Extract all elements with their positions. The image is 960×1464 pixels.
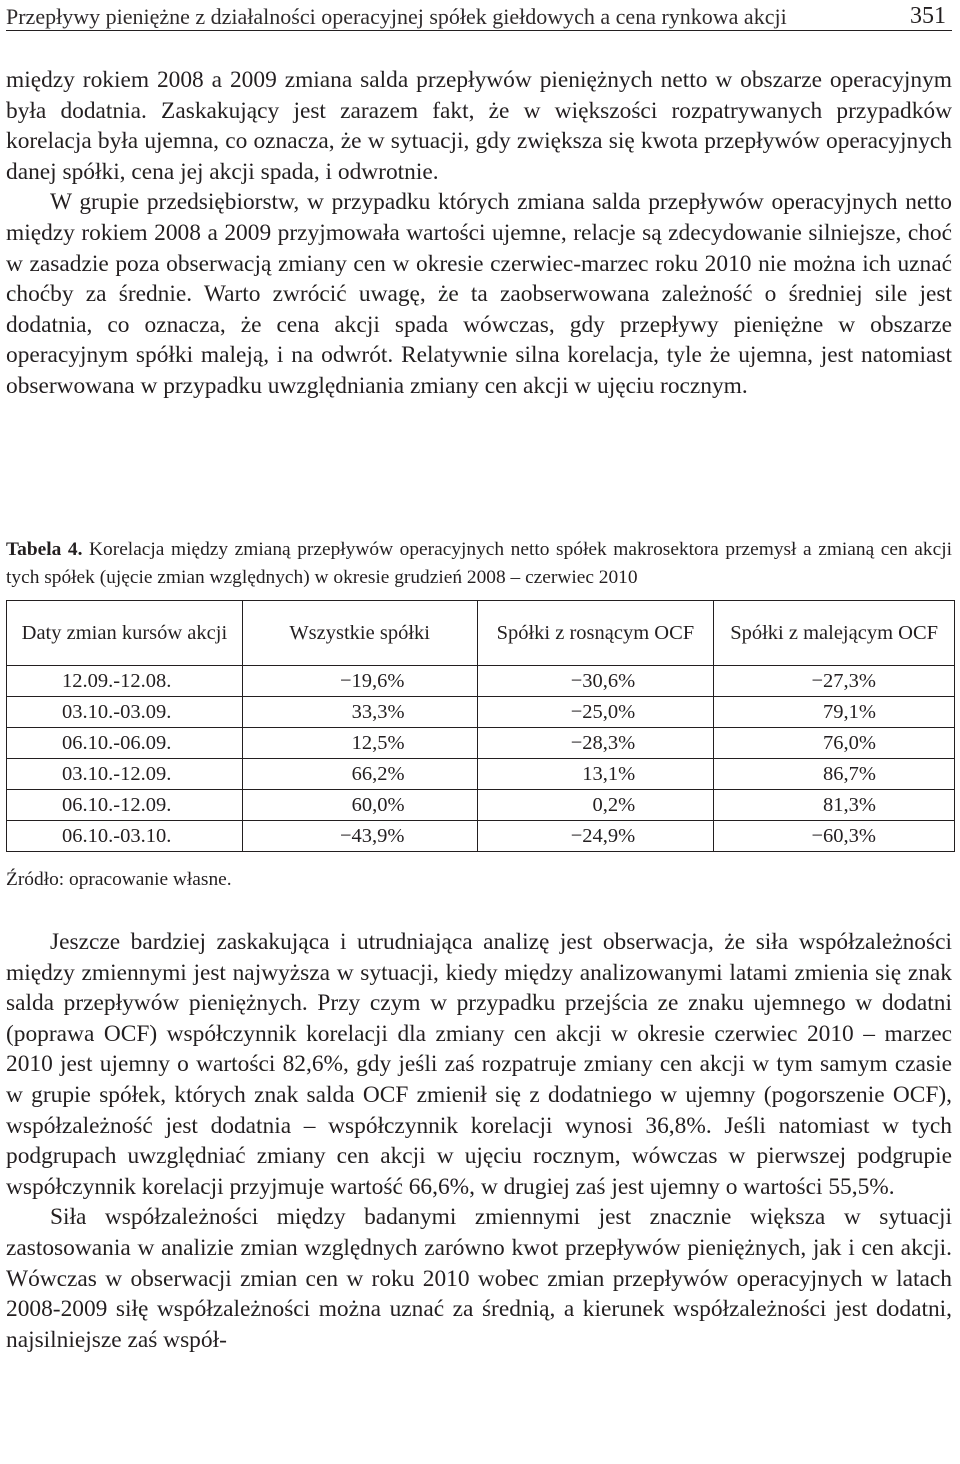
- table-cell: 12.09.-12.08.: [7, 666, 243, 697]
- table-row: [7, 666, 955, 697]
- column-header: Spółki z malejącym OCF: [714, 601, 955, 666]
- table-cell: 03.10.-03.09.: [7, 697, 243, 728]
- table-row: [7, 790, 955, 821]
- page-number: 351: [910, 3, 946, 29]
- table-cell: 60,0%: [242, 790, 477, 821]
- table-row: [7, 821, 955, 852]
- running-title: Przepływy pieniężne z działalności operacyjnej spółek giełdowych a cena rynkowa akcji: [6, 4, 787, 29]
- table-cell: 06.10.-12.09.: [7, 790, 243, 821]
- table-row: [7, 728, 955, 759]
- table-cell: 13,1%: [477, 759, 714, 790]
- table-cell: 76,0%: [714, 728, 955, 759]
- table-cell: 86,7%: [714, 759, 955, 790]
- column-header: Daty zmian kursów akcji: [7, 601, 243, 666]
- table-cell: −27,3%: [714, 666, 955, 697]
- table-cell: 66,2%: [242, 759, 477, 790]
- table-cell: 12,5%: [242, 728, 477, 759]
- table-cell: −60,3%: [714, 821, 955, 852]
- table-row: [7, 759, 955, 790]
- paragraph: Jeszcze bardziej zaskakująca i utrudniająca analizę jest obserwacja, że siła współzależności między zmiennymi jest najwyższa w sytuacji, kiedy między analizowanymi latami zmienia się znak salda przepływów pieniężnych. Przy czym w przypadku przejścia ze znaku ujemnego w dodatni (poprawa OCF) współczynnik korelacji dla zmiany cen akcji w okresie czerwiec 2010 – marzec 2010 jest ujemny o wartości 82,6%, gdy jeśli zaś rozpatruje zmiany cen akcji w tym samym czasie w grupie spółek, których znak salda OCF zmienił się z dodatniego w ujemny (pogorszenie OCF), współzależność jest dodatnia – współczynnik korelacji wynosi 36,8%. Jeśli natomiast w tych podgrupach uwzględniać zmiany cen akcji w ujęciu rocznym, wówczas w pierwszej podgrupie współczynnik korelacji przyjmuje wartość 66,6%, w drugiej zaś jest ujemny o wartości 55,5%.: [6, 929, 952, 1200]
- table-cell: −19,6%: [242, 666, 477, 697]
- table-cell: 06.10.-06.09.: [7, 728, 243, 759]
- column-header: Wszystkie spółki: [242, 601, 477, 666]
- paragraph: Siła współzależności między badanymi zmiennymi jest znacznie większa w sytuacji zastosowania w analizie zmian względnych zarówno kwot przepływów pieniężnych, jak i cen akcji. Wówczas w obserwacji zmian cen w roku 2010 wobec zmian przepływów operacyjnych w latach 2008-2009 siłę współzależności można uznać za średnią, a kierunek współzależności jest dodatni, najsilniejsze zaś współ-: [6, 1204, 952, 1353]
- table-cell: 81,3%: [714, 790, 955, 821]
- table-cell: −43,9%: [242, 821, 477, 852]
- table-caption: [6, 536, 952, 592]
- table-cell: 79,1%: [714, 697, 955, 728]
- paragraph-continuation: między rokiem 2008 a 2009 zmiana salda przepływów pieniężnych netto w obszarze operacyjnym była dodatnia. Zaskakujący jest zarazem fakt, że w większości rozpatrywanych przypadków korelacja była ujemna, co oznacza, że w sytuacji, gdy zwiększa się kwota przepływów operacyjnych danej spółki, cena jej akcji spada, i odwrotnie.: [6, 67, 952, 185]
- table-header-row: [7, 601, 955, 666]
- table-caption-label: Tabela 4.: [6, 539, 83, 560]
- column-header: Spółki z rosnącym OCF: [477, 601, 714, 666]
- correlation-table: [6, 600, 955, 852]
- table-cell: 0,2%: [477, 790, 714, 821]
- table-cell: 06.10.-03.10.: [7, 821, 243, 852]
- running-header: [6, 0, 952, 31]
- table-cell: 03.10.-12.09.: [7, 759, 243, 790]
- body-text-top: [6, 65, 952, 402]
- paragraph: W grupie przedsiębiorstw, w przypadku których zmiana salda przepływów operacyjnych netto między rokiem 2008 a 2009 przyjmowała wartości ujemne, relacje są zdecydowanie silniejsze, choć w zasadzie poza obserwacją zmiany cen w okresie czerwiec-marzec roku 2010 nie można ich uznać choćby za średnie. Warto zwrócić uwagę, że ta zaobserwowana zależność o średniej sile jest dodatnia, co oznacza, że cena akcji spada wówczas, gdy przepływy pieniężne w obszarze operacyjnym spółki maleją, i na odwrót. Relatywnie silna korelacja, tyle że ujemna, jest natomiast obserwowana w przypadku uwzględniania zmiany cen akcji w ujęciu rocznym.: [6, 189, 952, 399]
- table-cell: −30,6%: [477, 666, 714, 697]
- body-text-bottom: [6, 927, 952, 1355]
- table-source-note: Źródło: opracowanie własne.: [6, 869, 232, 890]
- table-cell: −24,9%: [477, 821, 714, 852]
- table-row: [7, 697, 955, 728]
- table-caption-text: Korelacja między zmianą przepływów operacyjnych netto spółek makrosektora przemysł a zmianą cen akcji tych spółek (ujęcie zmian względnych) w okresie grudzień 2008 – czerwiec 2010: [6, 539, 952, 588]
- table-cell: −25,0%: [477, 697, 714, 728]
- table-cell: −28,3%: [477, 728, 714, 759]
- table-cell: 33,3%: [242, 697, 477, 728]
